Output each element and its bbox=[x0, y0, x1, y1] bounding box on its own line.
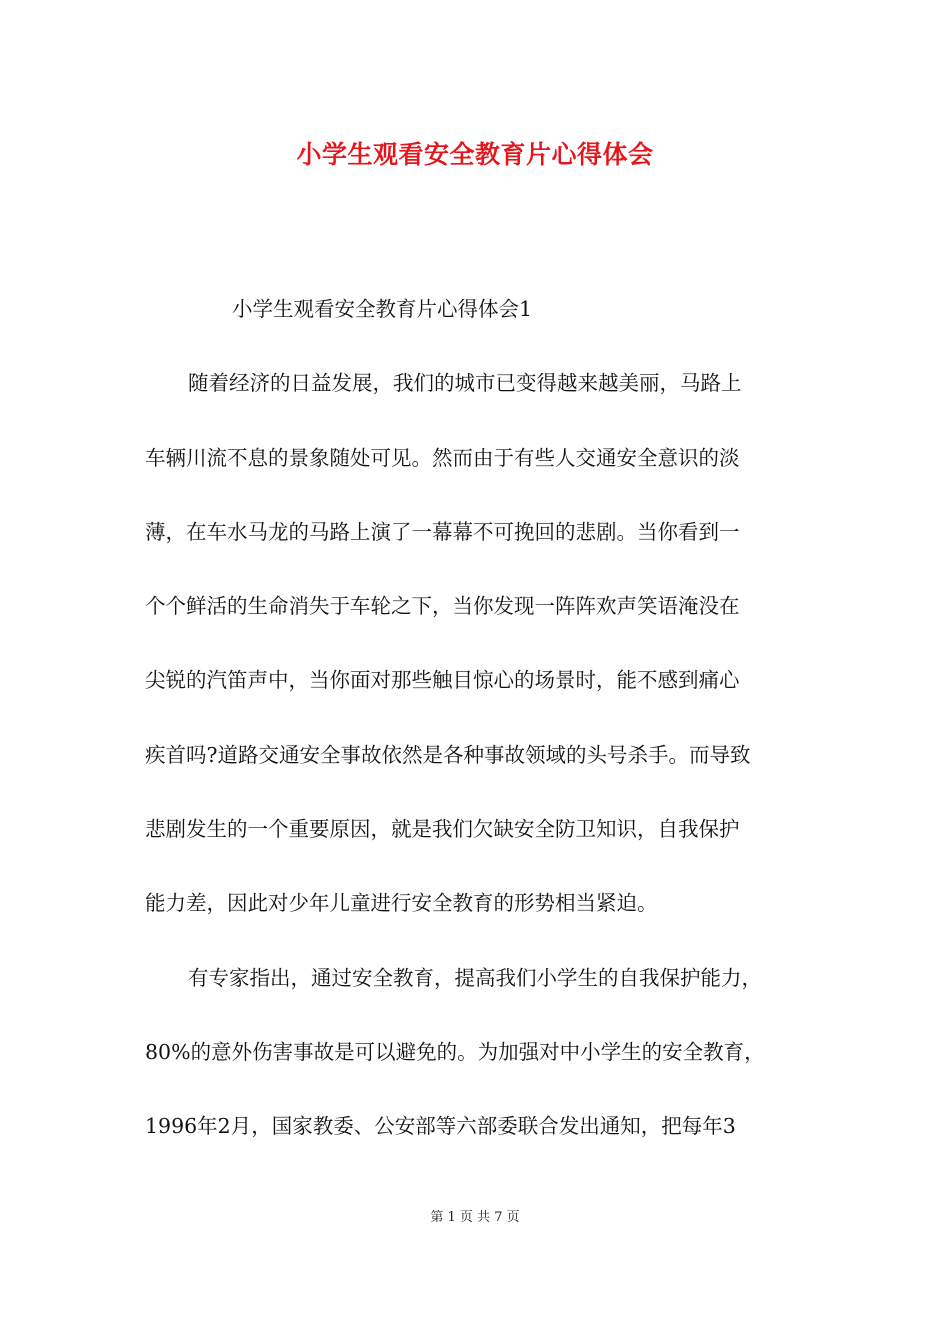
paragraph-line: 个个鲜活的生命消失于车轮之下，当你发现一阵阵欢声笑语淹没在 bbox=[145, 594, 740, 619]
paragraph-line: 随着经济的日益发展，我们的城市已变得越来越美丽，马路上 bbox=[188, 371, 742, 396]
paragraph-line: 车辆川流不息的景象随处可见。然而由于有些人交通安全意识的淡 bbox=[145, 445, 740, 470]
paragraph-line: 有专家指出，通过安全教育，提高我们小学生的自我保护能力， bbox=[188, 965, 762, 990]
document-body bbox=[145, 272, 807, 1164]
document-title: 小学生观看安全教育片心得体会 bbox=[296, 140, 654, 169]
page-number: 第 1 页 共 7 页 bbox=[430, 1210, 520, 1225]
paragraph-line: 尖锐的汽笛声中，当你面对那些触目惊心的场景时，能不感到痛心 bbox=[145, 668, 740, 693]
paragraph-line: 1996年2月，国家教委、公安部等六部委联合发出通知，把每年3 bbox=[145, 1114, 736, 1139]
paragraph-line: 悲剧发生的一个重要原因，就是我们欠缺安全防卫知识，自我保护 bbox=[145, 817, 740, 842]
paragraph-line: 疾首吗?道路交通安全事故依然是各种事故领域的头号杀手。而导致 bbox=[145, 742, 751, 767]
section-heading: 小学生观看安全教育片心得体会1 bbox=[232, 297, 533, 321]
paragraph-line: 能力差，因此对少年儿童进行安全教育的形势相当紧迫。 bbox=[145, 891, 658, 916]
paragraph-line: 80%的意外伤害事故是可以避免的。为加强对中小学生的安全教育， bbox=[145, 1039, 765, 1064]
paragraph-line: 薄，在车水马龙的马路上演了一幕幕不可挽回的悲剧。当你看到一 bbox=[145, 519, 740, 544]
